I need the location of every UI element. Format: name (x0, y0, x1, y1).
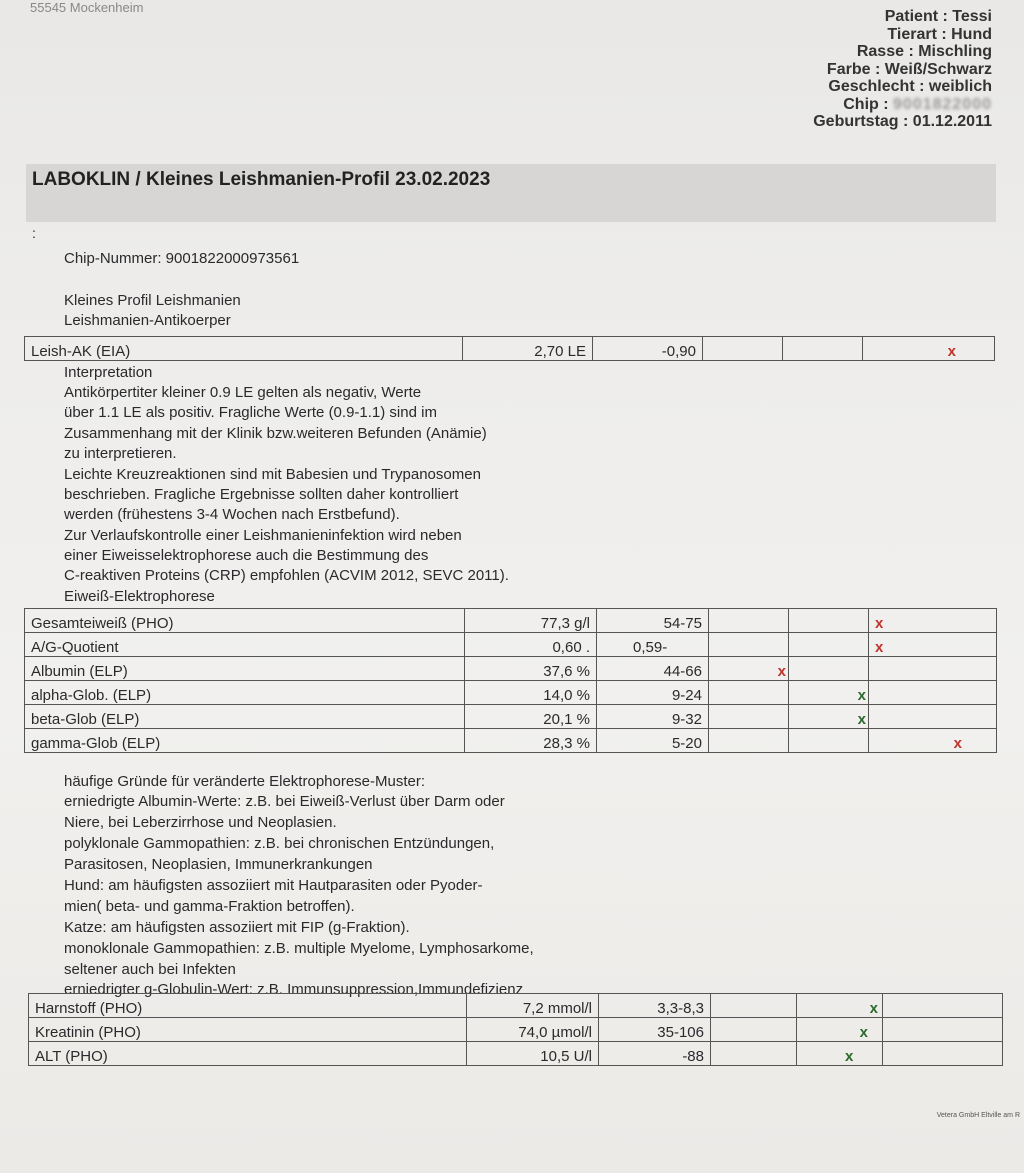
profile-heading-2: Leishmanien-Antikoerper (64, 312, 231, 329)
test-name: gamma-Glob (ELP) (25, 729, 465, 753)
interp-line: einer Eiweisselektrophorese auch die Bestimmung des (64, 547, 429, 564)
test-reference: 54-75 (597, 609, 709, 633)
reason-line: seltener auch bei Infekten (64, 961, 236, 978)
test-value: 7,2 mmol/l (467, 994, 599, 1018)
test-name: Albumin (ELP) (25, 657, 465, 681)
chip-label: Chip : (843, 95, 889, 113)
normal-mark: x (857, 711, 866, 728)
patient-color: Farbe : Weiß/Schwarz (826, 60, 992, 78)
table-row (25, 729, 997, 753)
test-value: 2,70 LE (463, 337, 593, 361)
normal-mark: x (857, 687, 866, 704)
table-row (25, 681, 997, 705)
test-name: Kreatinin (PHO) (29, 1018, 467, 1042)
interp-line: Zusammenhang mit der Klinik bzw.weiteren Befunden (Anämie) (64, 425, 487, 442)
chip-number: Chip-Nummer: 9001822000973561 (64, 250, 300, 267)
electrophoresis-table (24, 608, 997, 753)
test-reference: 35-106 (599, 1018, 711, 1042)
reason-line: Niere, bei Leberzirrhose und Neoplasien. (64, 814, 337, 831)
interp-line: Antikörpertiter kleiner 0.9 LE gelten als negativ, Werte (64, 384, 422, 401)
test-reference: 9-32 (597, 705, 709, 729)
reason-line: erniedrigter g-Globulin-Wert: z.B. Immunsuppression,Immundefizienz (64, 981, 524, 998)
test-name: Gesamteiweiß (PHO) (25, 609, 465, 633)
interp-line: Interpretation (64, 364, 153, 381)
test-value: 28,3 % (465, 729, 597, 753)
test-name: alpha-Glob. (ELP) (25, 681, 465, 705)
normal-mark: x (845, 1048, 854, 1065)
test-value: 74,0 µmol/l (467, 1018, 599, 1042)
table-row (29, 1018, 1003, 1042)
reason-line: häufige Gründe für veränderte Elektrophorese-Muster: (64, 773, 426, 790)
test-name: A/G-Quotient (25, 633, 465, 657)
patient-species: Tierart : Hund (887, 25, 992, 43)
high-mark: x (947, 343, 956, 360)
test-reference: -0,90 (593, 337, 703, 361)
patient-info (813, 8, 992, 131)
test-reference: 5-20 (597, 729, 709, 753)
report-title-bar (26, 164, 996, 222)
interp-line: Zur Verlaufskontrolle einer Leishmanieninfektion wird neben (64, 527, 462, 544)
table-row (25, 337, 995, 361)
chip-value-redacted: 9001822000 (893, 95, 992, 113)
test-value: 20,1 % (465, 705, 597, 729)
test-reference: 44-66 (597, 657, 709, 681)
reason-line: polyklonale Gammopathien: z.B. bei chronischen Entzündungen, (64, 835, 495, 852)
patient-name: Patient : Tessi (884, 8, 992, 25)
reason-line: mien( beta- und gamma-Fraktion betroffen). (64, 898, 355, 915)
test-value: 14,0 % (465, 681, 597, 705)
high-mark: x (875, 639, 884, 656)
interp-line: beschrieben. Fragliche Ergebnisse sollten daher kontrolliert (64, 486, 459, 503)
normal-mark: x (859, 1024, 868, 1041)
interp-line: C-reaktiven Proteins (CRP) empfohlen (ACVIM 2012, SEVC 2011). (64, 567, 509, 584)
test-name: ALT (PHO) (29, 1042, 467, 1066)
test-value: 37,6 % (465, 657, 597, 681)
leish-table (24, 336, 995, 361)
test-reference: 0,59- (597, 633, 709, 657)
normal-mark: x (869, 1000, 878, 1017)
test-name: Harnstoff (PHO) (29, 994, 467, 1018)
table-row (25, 657, 997, 681)
low-mark: x (777, 663, 786, 680)
interp-line: über 1.1 LE als positiv. Fragliche Werte (0.9-1.1) sind im (64, 404, 437, 421)
patient-birthday: Geburtstag : 01.12.2011 (813, 113, 992, 130)
test-reference: 9-24 (597, 681, 709, 705)
high-mark: x (875, 615, 884, 632)
high-mark: x (953, 735, 962, 752)
reason-line: Katze: am häufigsten assoziiert mit FIP (g-Fraktion). (64, 919, 410, 936)
section-heading-elp: Eiweiß-Elektrophorese (64, 588, 215, 605)
reason-line: Parasitosen, Neoplasien, Immunerkrankungen (64, 856, 373, 873)
colon-mark: : (32, 225, 36, 241)
test-name: Leish-AK (EIA) (25, 337, 463, 361)
interp-line: Leichte Kreuzreaktionen sind mit Babesien und Trypanosomen (64, 466, 481, 483)
interp-line: zu interpretieren. (64, 445, 177, 462)
reason-line: erniedrigte Albumin-Werte: z.B. bei Eiweiß-Verlust über Darm oder (64, 793, 505, 810)
table-row (25, 633, 997, 657)
interp-line: werden (frühestens 3-4 Wochen nach Erstbefund). (64, 506, 400, 523)
report-title: LABOKLIN / Kleines Leishmanien-Profil 23.02.2023 (32, 169, 491, 190)
table-row (29, 1042, 1003, 1066)
test-reference: 3,3-8,3 (599, 994, 711, 1018)
table-row (25, 705, 997, 729)
patient-breed: Rasse : Mischling (856, 43, 992, 60)
test-reference: -88 (599, 1042, 711, 1066)
test-value: 10,5 U/l (467, 1042, 599, 1066)
table-row (29, 994, 1003, 1018)
footer-imprint: Vetera GmbH Eltville am R (936, 1112, 1020, 1119)
patient-chip (813, 96, 992, 114)
chemistry-table (28, 993, 1003, 1066)
reason-line: Hund: am häufigsten assoziiert mit Hautparasiten oder Pyoder- (64, 877, 483, 894)
profile-heading-1: Kleines Profil Leishmanien (64, 292, 241, 309)
reason-line: monoklonale Gammopathien: z.B. multiple Myelome, Lymphosarkome, (64, 940, 534, 957)
sender-address-cut: 55545 Mockenheim (30, 0, 144, 15)
test-name: beta-Glob (ELP) (25, 705, 465, 729)
test-value: 77,3 g/l (465, 609, 597, 633)
test-value: 0,60 . (465, 633, 597, 657)
patient-sex: Geschlecht : weiblich (828, 78, 992, 95)
table-row (25, 609, 997, 633)
